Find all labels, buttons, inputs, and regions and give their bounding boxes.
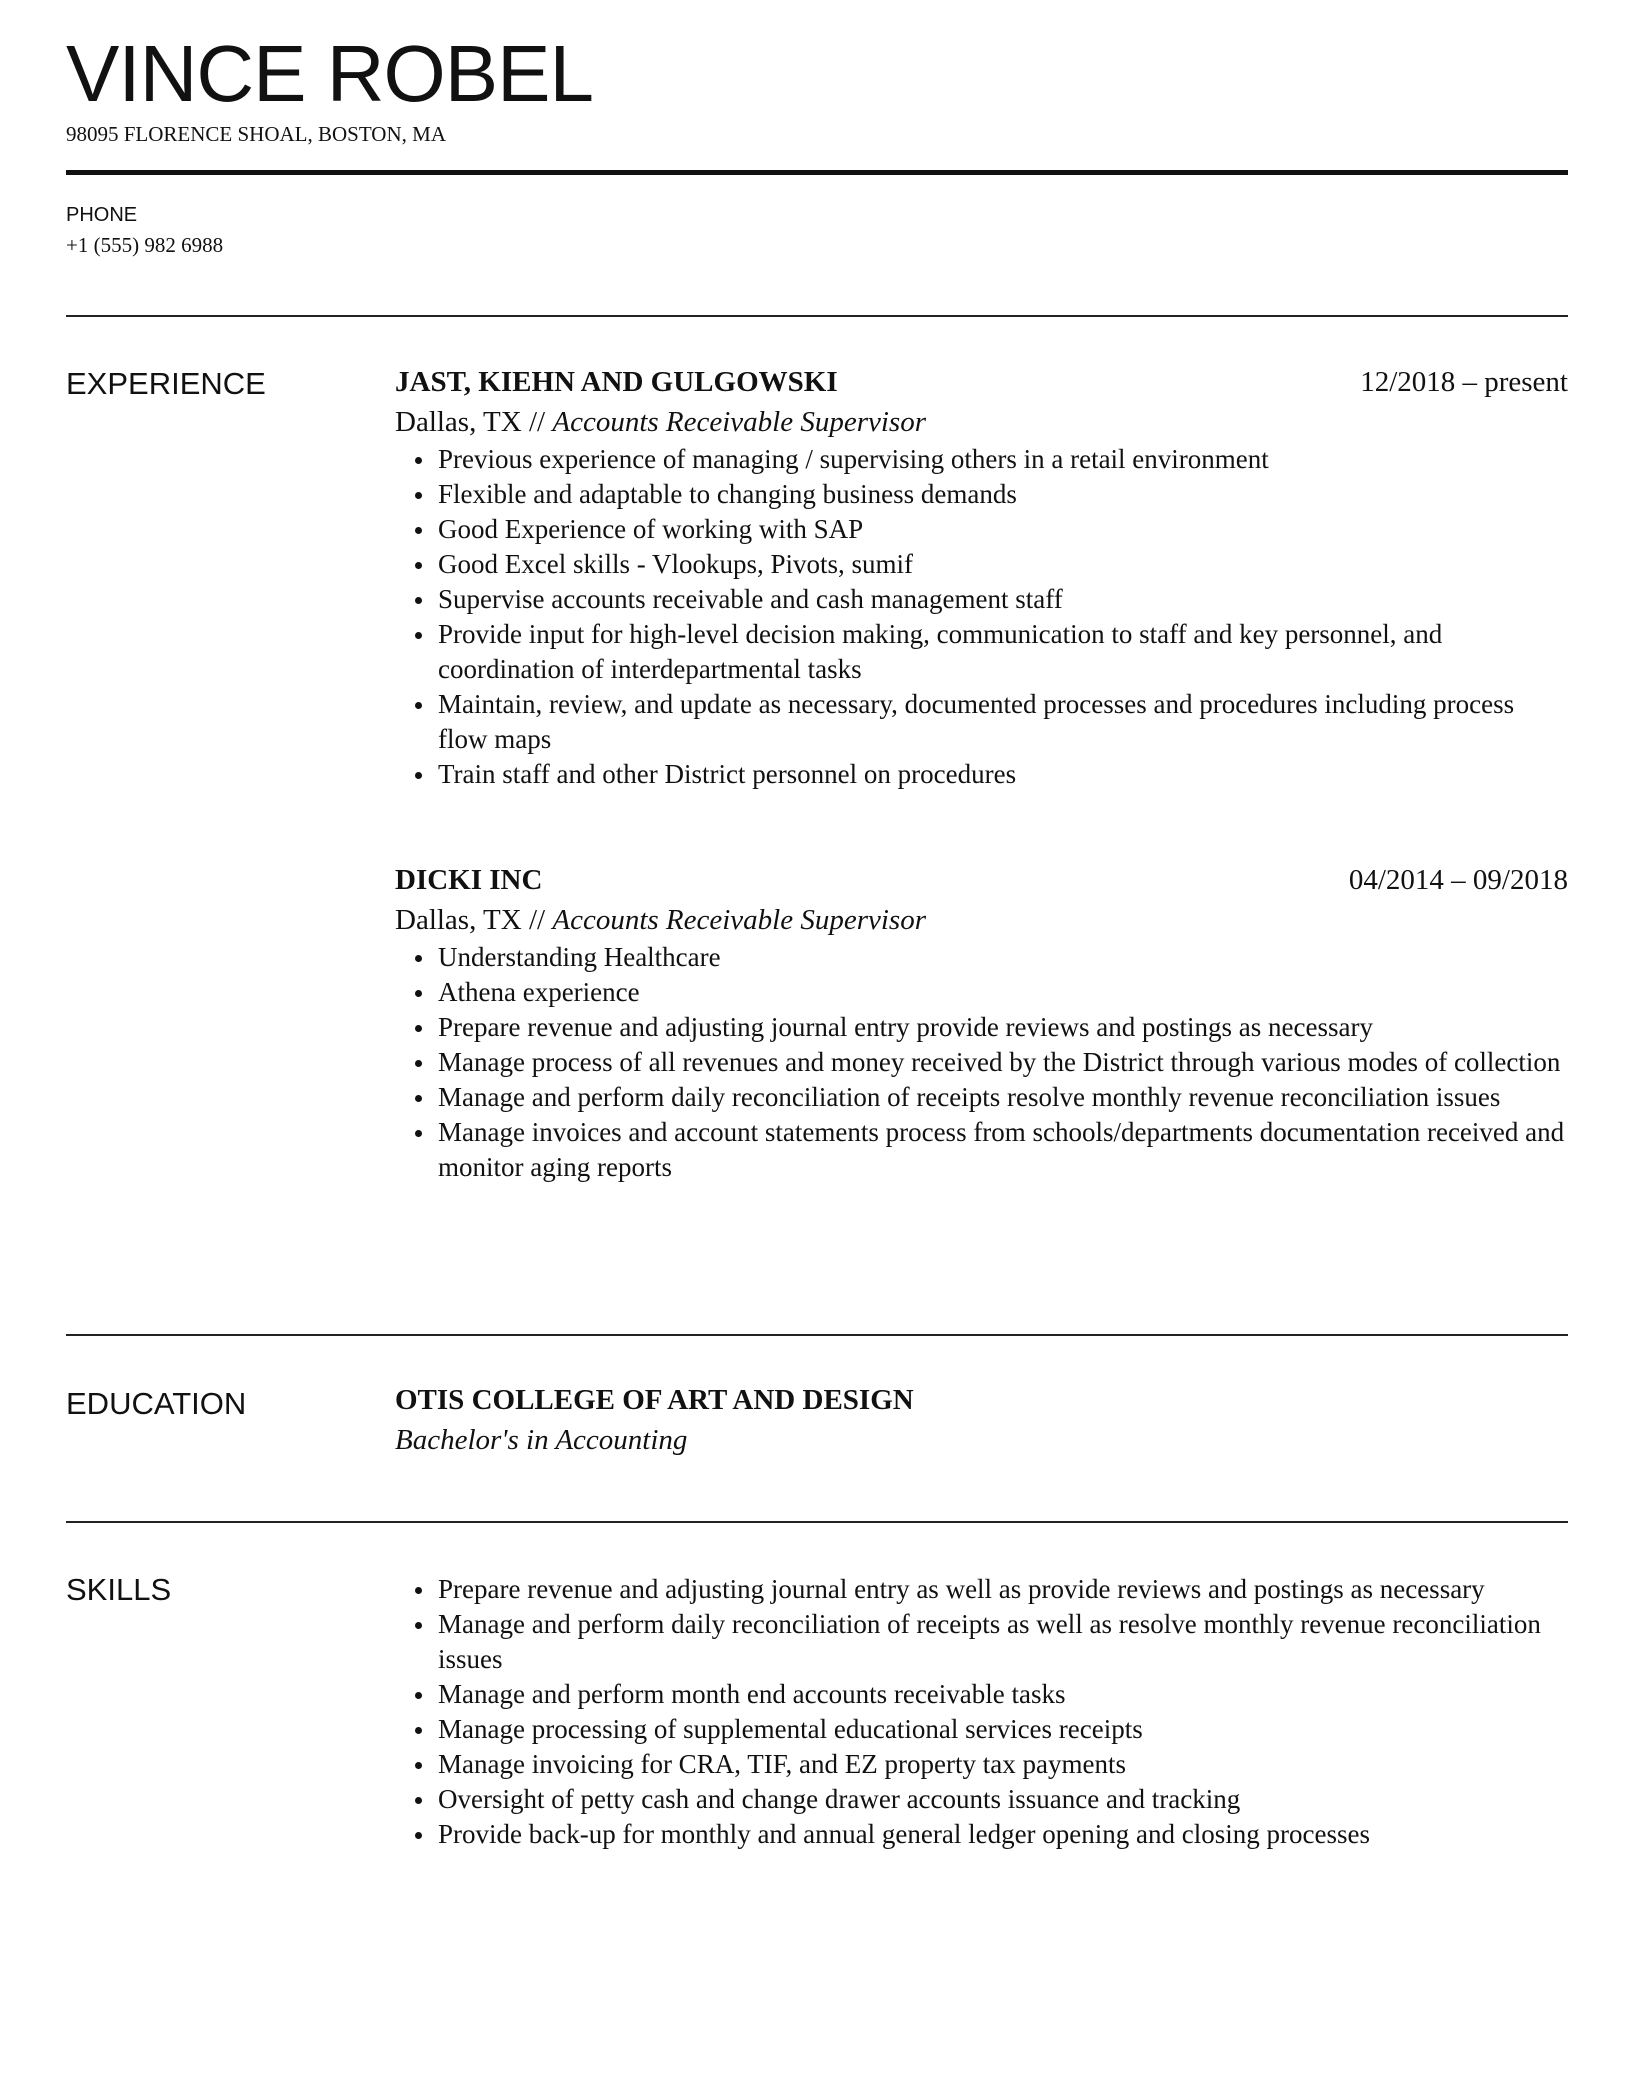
experience-heading: EXPERIENCE [66, 366, 266, 401]
skill-item: Oversight of petty cash and change drawer accounts issuance and tracking [395, 1782, 1568, 1817]
job-location-role [395, 402, 1568, 442]
job-bullet: Manage process of all revenues and money received by the District through various modes of collection [395, 1045, 1568, 1080]
job-role: Accounts Receivable Supervisor [552, 406, 927, 438]
job-bullet: Good Experience of working with SAP [395, 512, 1568, 547]
section-divider [66, 1521, 1568, 1523]
section-divider [66, 1334, 1568, 1336]
job-bullet: Manage and perform daily reconciliation of receipts resolve monthly revenue reconciliation issues [395, 1080, 1568, 1115]
header-divider [66, 170, 1568, 175]
job-bullet: Understanding Healthcare [395, 940, 1568, 975]
skills-heading: SKILLS [66, 1572, 172, 1607]
skill-item: Manage and perform daily reconciliation of receipts as well as resolve monthly revenue reconciliation issues [395, 1607, 1568, 1677]
job-entry [395, 860, 1568, 1185]
candidate-name: VINCE ROBEL [66, 29, 593, 118]
address: 98095 FLORENCE SHOAL, BOSTON, MA [66, 122, 446, 146]
job-location: Dallas, TX [395, 904, 522, 936]
skill-item: Provide back-up for monthly and annual general ledger opening and closing processes [395, 1817, 1568, 1852]
skill-item: Manage processing of supplemental educational services receipts [395, 1712, 1568, 1747]
job-bullet: Good Excel skills - Vlookups, Pivots, sumif [395, 547, 1568, 582]
phone-number: +1 (555) 982 6988 [66, 233, 224, 257]
job-bullet: Previous experience of managing / supervising others in a retail environment [395, 442, 1568, 477]
job-header [395, 362, 1568, 402]
skill-item: Manage invoicing for CRA, TIF, and EZ property tax payments [395, 1747, 1568, 1782]
job-header [395, 860, 1568, 900]
job-separator: // [521, 406, 553, 438]
skill-item: Manage and perform month end accounts receivable tasks [395, 1677, 1568, 1712]
skills-list [395, 1572, 1568, 1852]
job-location: Dallas, TX [395, 406, 522, 438]
job-dates: 12/2018 – present [1360, 366, 1568, 398]
school-name: OTIS COLLEGE OF ART AND DESIGN [395, 1384, 914, 1416]
section-divider [66, 315, 1568, 317]
job-bullet: Provide input for high-level decision making, communication to staff and key personnel, and coordination of interdepartmental tasks [395, 617, 1568, 687]
job-bullet: Manage invoices and account statements process from schools/departments documentation received and monitor aging reports [395, 1115, 1568, 1185]
education-entry [395, 1380, 1568, 1460]
job-entry [395, 362, 1568, 792]
job-bullet-list [395, 442, 1568, 792]
phone-label: PHONE [66, 204, 138, 226]
company-name: DICKI INC [395, 864, 543, 896]
job-bullet: Flexible and adaptable to changing business demands [395, 477, 1568, 512]
company-name: JAST, KIEHN AND GULGOWSKI [395, 366, 838, 398]
job-bullet: Train staff and other District personnel on procedures [395, 757, 1568, 792]
education-heading: EDUCATION [66, 1386, 247, 1421]
job-dates: 04/2014 – 09/2018 [1348, 864, 1568, 896]
job-role: Accounts Receivable Supervisor [552, 904, 927, 936]
job-bullet-list [395, 940, 1568, 1185]
job-location-role [395, 900, 1568, 940]
skills-block [395, 1572, 1568, 1852]
skill-item: Prepare revenue and adjusting journal entry as well as provide reviews and postings as necessary [395, 1572, 1568, 1607]
degree: Bachelor's in Accounting [395, 1424, 688, 1456]
job-bullet: Maintain, review, and update as necessary, documented processes and procedures including process flow maps [395, 687, 1568, 757]
job-separator: // [521, 904, 553, 936]
job-bullet: Athena experience [395, 975, 1568, 1010]
job-bullet: Supervise accounts receivable and cash management staff [395, 582, 1568, 617]
job-bullet: Prepare revenue and adjusting journal entry provide reviews and postings as necessary [395, 1010, 1568, 1045]
